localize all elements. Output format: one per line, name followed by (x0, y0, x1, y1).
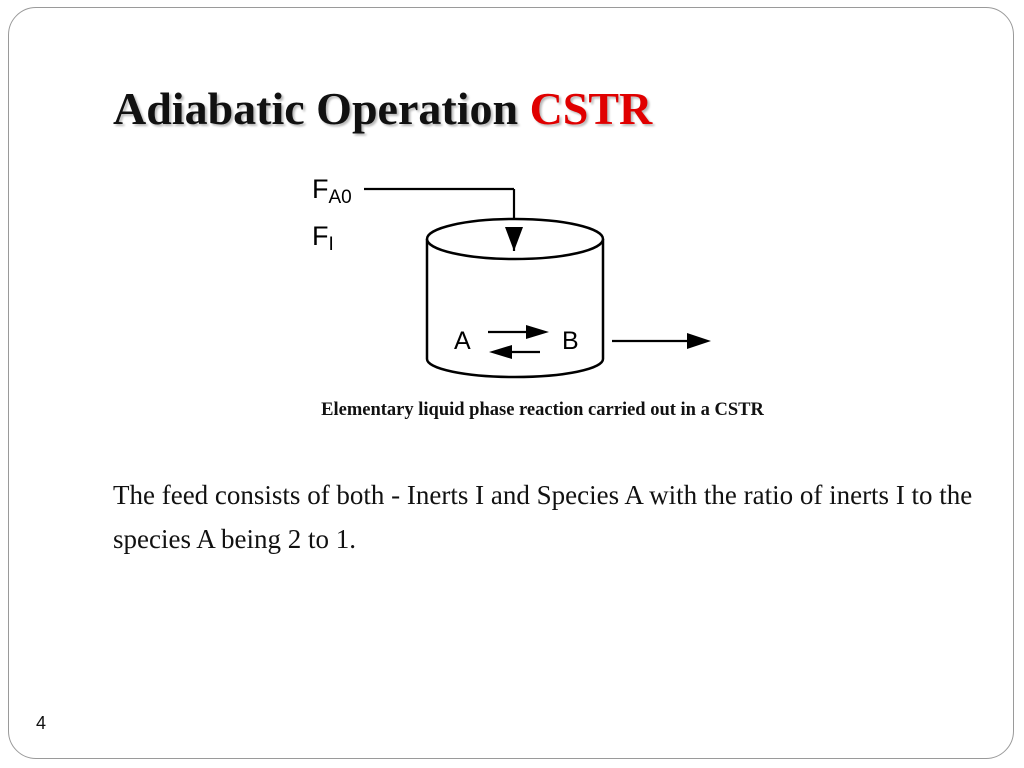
diagram-caption: Elementary liquid phase reaction carried out in a CSTR (321, 400, 764, 420)
title-accent: CSTR (529, 83, 653, 134)
outlet-arrowhead (687, 333, 711, 349)
body-paragraph: The feed consists of both - Inerts I and Species A with the ratio of inerts I to the species A being 2 to 1. (113, 480, 973, 554)
forward-reaction-arrowhead (526, 325, 549, 339)
cstr-diagram (300, 165, 740, 390)
species-b-label: B (562, 327, 579, 355)
page-number: 4 (36, 713, 47, 733)
title-main: Adiabatic Operation (113, 83, 519, 134)
slide-title (113, 80, 652, 138)
feed-label-i: FI (312, 221, 334, 255)
feed-label-a: FA0 (312, 174, 352, 208)
species-a-label: A (454, 327, 471, 355)
reverse-reaction-arrowhead (489, 345, 512, 359)
